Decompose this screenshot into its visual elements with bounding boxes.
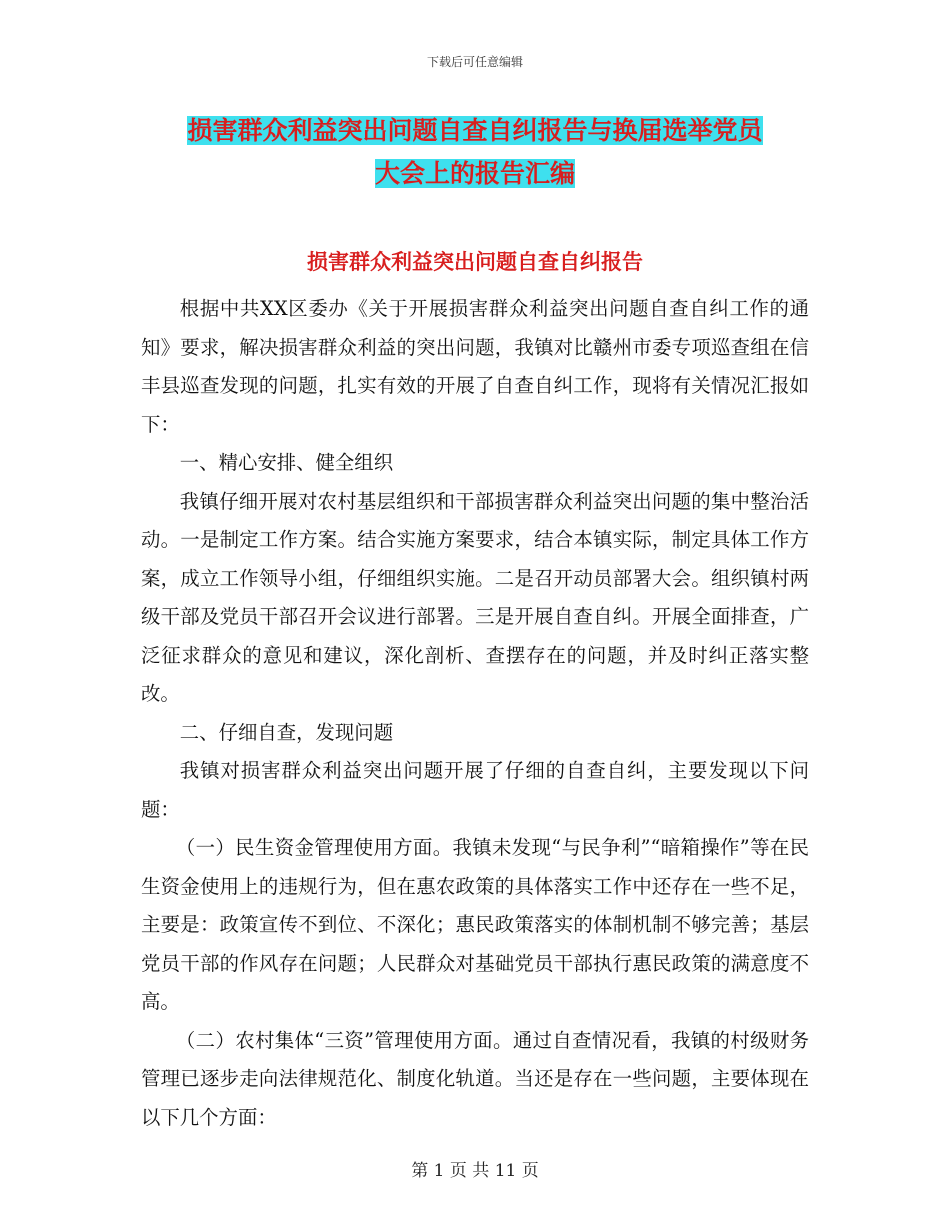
document-title-line-2 <box>140 155 810 193</box>
header-note: 下载后可任意编辑 <box>426 55 523 69</box>
paragraph-organization: 我镇仔细开展对农村基层组织和干部损害群众利益突出问题的集中整治活动。一是制定工作方案。结合实施方案要求，结合本镇实际，制定具体工作方案，成立工作领导小组，仔细组织实施。二是召开动员部署大会。组织镇村两级干部及党员干部召开会议进行部署。三是开展自查自纠。开展全面排查，广泛征求群众的意见和建议，深化剖析、查摆存在的问题，并及时纠正落实整改。 <box>141 489 809 705</box>
paragraph-item-one: （一）民生资金管理使用方面。我镇未发现“与民争利”“暗箱操作”等在民生资金使用上的违规行为，但在惠农政策的具体落实工作中还存在一些不足，主要是：政策宣传不到位、不深化；惠民政策落实的体制机制不够完善；基层党员干部的作风存在问题；人民群众对基础党员干部执行惠民政策的满意度不高。 <box>141 836 809 1013</box>
document-title-line-1 <box>140 112 810 150</box>
title-highlight-2: 大会上的报告汇编 <box>374 159 575 188</box>
heading-one: 一、精心安排、健全组织 <box>179 451 394 474</box>
title-highlight-1: 损害群众利益突出问题自查自纠报告与换届选举党员 <box>187 116 763 145</box>
paragraph-findings-intro: 我镇对损害群众利益突出问题开展了仔细的自查自纠，主要发现以下问题： <box>141 759 809 821</box>
paragraph-item-two: （二）农村集体“三资”管理使用方面。通过自查情况看，我镇的村级财务管理已逐步走向法律规范化、制度化轨道。当还是存在一些问题，主要体现在以下几个方面： <box>141 1028 809 1129</box>
heading-two: 二、仔细自查，发现问题 <box>179 720 394 744</box>
section-title: 损害群众利益突出问题自查自纠报告 <box>307 250 643 274</box>
paragraph-intro: 根据中共XX区委办《关于开展损害群众利益突出问题自查自纠工作的通知》要求，解决损害群众利益的突出问题，我镇对比赣州市委专项巡查组在信丰县巡查发现的问题，扎实有效的开展了自查自纠工作，现将有关情况汇报如下： <box>141 297 809 436</box>
page-footer: 第 1 页 共 11 页 <box>411 1161 539 1181</box>
document-body <box>141 290 809 1137</box>
